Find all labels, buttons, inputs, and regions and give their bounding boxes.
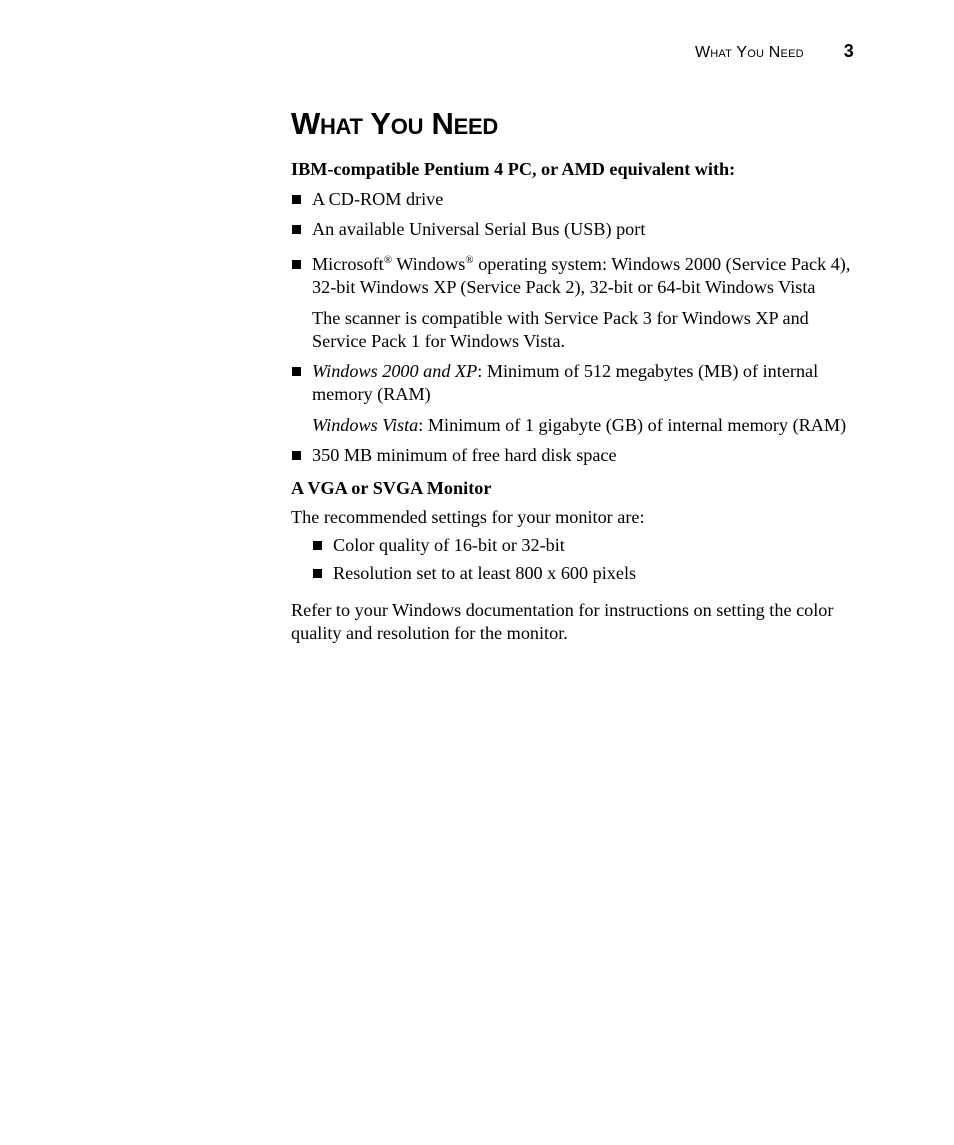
- memory-requirement-text: : Minimum of 1 gigabyte (GB) of internal memory (RAM): [418, 415, 847, 435]
- square-bullet-icon: [292, 225, 301, 234]
- square-bullet-icon: [292, 451, 301, 460]
- list-item-text: 350 MB minimum of free hard disk space: [312, 445, 617, 465]
- list-item-text: Color quality of 16-bit or 32-bit: [333, 535, 565, 555]
- square-bullet-icon: [292, 367, 301, 376]
- pc-requirements-heading: IBM-compatible Pentium 4 PC, or AMD equivalent with:: [291, 159, 736, 179]
- os-text-part: Microsoft: [312, 254, 384, 274]
- list-item: [291, 188, 857, 211]
- memory-requirement-text: : Minimum of 512 megabytes (MB) of internal memory (RAM): [312, 361, 819, 404]
- list-item: [291, 444, 857, 467]
- memory-os-label: Windows Vista: [312, 415, 419, 435]
- registered-mark: ®: [383, 254, 393, 266]
- os-text-part: operating system: Windows 2000 (Service Pack 4), 32-bit Windows XP (Service Pack 2), 32-bit or 64-bit Windows Vista: [312, 254, 851, 297]
- service-pack-note: The scanner is compatible with Service Pack 3 for Windows XP and Service Pack 1 for Windows Vista.: [312, 308, 809, 351]
- square-bullet-icon: [313, 569, 322, 578]
- memory-os-label: Windows 2000 and XP: [312, 361, 478, 381]
- list-item-text: A CD-ROM drive: [312, 189, 444, 209]
- page-content: [291, 104, 857, 645]
- list-item-text: An available Universal Serial Bus (USB) port: [312, 219, 646, 239]
- page-title: What You Need: [291, 106, 498, 141]
- square-bullet-icon: [292, 260, 301, 269]
- closing-paragraph: Refer to your Windows documentation for instructions on setting the color quality and resolution for the monitor.: [291, 600, 834, 643]
- list-item-text: Resolution set to at least 800 x 600 pixels: [333, 563, 637, 583]
- os-text-part: Windows: [392, 254, 466, 274]
- running-header-title: What You Need: [694, 44, 804, 61]
- page-number: 3: [843, 41, 854, 61]
- registered-mark: ®: [465, 254, 474, 266]
- list-item: [291, 360, 857, 437]
- list-item-text: [312, 360, 857, 406]
- pc-requirements-list: [291, 188, 857, 467]
- monitor-requirements-heading: A VGA or SVGA Monitor: [291, 478, 492, 498]
- square-bullet-icon: [292, 195, 301, 204]
- list-item: [312, 534, 857, 557]
- list-item: [312, 562, 857, 585]
- running-header: [695, 41, 854, 62]
- monitor-intro-text: The recommended settings for your monitor are:: [291, 507, 645, 527]
- list-item-text: [312, 253, 857, 299]
- monitor-settings-list: [291, 534, 857, 585]
- list-item: [291, 218, 857, 241]
- list-item: [291, 253, 857, 353]
- vista-memory-note: [312, 414, 857, 437]
- square-bullet-icon: [313, 541, 322, 550]
